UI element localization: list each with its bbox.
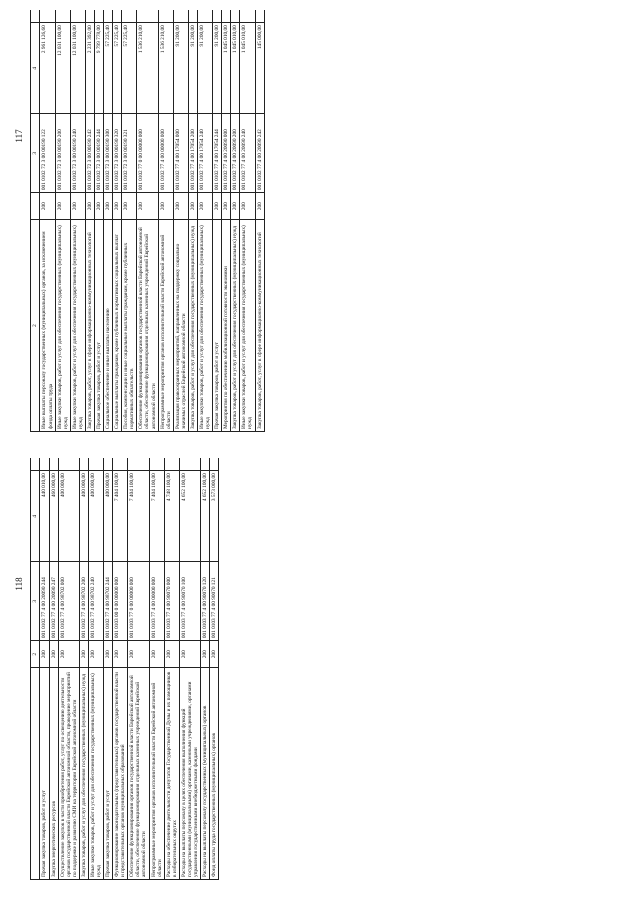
row-executed-cell: [137, 10, 158, 23]
row-approved-cell: 1 536 210,00: [158, 23, 173, 114]
table-row: [58, 458, 79, 880]
row-code-cell: 200: [104, 641, 113, 668]
row-approved-cell: 57 225,40: [113, 23, 122, 114]
row-name-cell: Обеспечение функционирования органов государственной власти Еврейской автономной области, обеспечение функционирования отдельных казенных учреждений Еврейской автономной области: [128, 668, 149, 880]
row-classification-code-cell: 001 0102 72 3 00 00190 300: [104, 114, 113, 193]
table-row: [104, 458, 113, 880]
row-classification-code-cell: 001 0102 77 0 00 00000 000: [137, 114, 158, 193]
row-code-cell: 200: [173, 193, 188, 220]
row-classification-code-cell: 001 0102 77 4 00 20090 247: [49, 562, 58, 641]
page-118-rotated: [8, 458, 444, 894]
column-header: 3: [31, 562, 40, 641]
row-classification-code-cell: 001 0102 77 4 00 98702 244: [104, 562, 113, 641]
row-classification-code-cell: 001 0103 77 4 00 90070 121: [210, 562, 219, 641]
row-name-cell: Иные закупки товаров, работ и услуг для обеспечения государственных (муниципальных) нужд: [55, 220, 70, 432]
row-name-cell: Непрограммные мероприятия органов исполнительной власти Еврейской автономной области: [158, 220, 173, 432]
row-executed-cell: [201, 458, 210, 471]
row-classification-code-cell: 001 0102 77 4 00 20090 242: [255, 114, 264, 193]
row-code-cell: 200: [79, 641, 88, 668]
row-approved-cell: 91 200,00: [173, 23, 188, 114]
document-page-117: [8, 10, 628, 446]
row-code-cell: 200: [213, 193, 222, 220]
row-approved-cell: 12 031 100,00: [70, 23, 85, 114]
row-classification-code-cell: 001 0102 77 4 00 20090 000: [222, 114, 231, 193]
row-name-cell: Непрограммные мероприятия органов исполнительной власти Еврейской автономной области: [149, 668, 164, 880]
row-approved-cell: 91 200,00: [213, 23, 222, 114]
table-row: [79, 458, 88, 880]
row-approved-cell: 12 031 100,00: [55, 23, 70, 114]
table-row: [255, 10, 264, 432]
row-name-cell: Закупка товаров, работ и услуг для обеспечения государственных (муниципальных) нужд: [188, 220, 197, 432]
row-code-cell: 200: [104, 193, 113, 220]
row-classification-code-cell: 001 0102 77 4 00 20090 200: [231, 114, 240, 193]
row-name-cell: Иные закупки товаров, работ и услуг для обеспечения государственных (муниципальных) нужд: [88, 668, 103, 880]
row-approved-cell: 4 748 100,00: [164, 471, 179, 562]
row-executed-cell: [79, 458, 88, 471]
row-classification-code-cell: 001 0102 72 3 00 00190 200: [55, 114, 70, 193]
row-classification-code-cell: 001 0103 77 4 00 90070 120: [201, 562, 210, 641]
row-name-cell: Прочая закупка товаров, работ и услуг: [213, 220, 222, 432]
row-executed-cell: [113, 10, 122, 23]
row-name-cell: Закупка товаров, работ, услуг в сфере информационно-коммуникационных технологий: [85, 220, 94, 432]
row-code-cell: 200: [210, 641, 219, 668]
table-row: [201, 458, 210, 880]
row-name-cell: Расходы на выплаты персоналу государственных (муниципальных) органов: [201, 668, 210, 880]
row-classification-code-cell: 001 0102 72 3 00 00190 242: [85, 114, 94, 193]
row-executed-cell: [40, 10, 55, 23]
row-code-cell: 200: [222, 193, 231, 220]
row-executed-cell: [164, 458, 179, 471]
row-name-cell: Функционирование законодательных (представительных) органов государственной власти и представительных органов муниципальных образований: [113, 668, 128, 880]
row-executed-cell: [94, 10, 103, 23]
row-code-cell: 200: [113, 641, 128, 668]
table-row: [40, 458, 49, 880]
table-row: [231, 10, 240, 432]
table-row: [197, 10, 212, 432]
row-code-cell: 200: [197, 193, 212, 220]
row-classification-code-cell: 001 0103 00 0 00 00000 000: [113, 562, 128, 641]
table-row: [40, 10, 55, 432]
row-executed-cell: [85, 10, 94, 23]
row-approved-cell: 1 045 010,00: [231, 23, 240, 114]
row-classification-code-cell: 001 0102 72 3 00 00190 320: [113, 114, 122, 193]
row-approved-cell: 9 799 778,00: [94, 23, 103, 114]
row-classification-code-cell: 001 0102 72 3 00 00190 321: [122, 114, 137, 193]
row-classification-code-cell: 001 0103 77 4 00 00000 000: [149, 562, 164, 641]
row-executed-cell: [49, 458, 58, 471]
page-117-rotated: [8, 10, 444, 446]
row-classification-code-cell: 001 0102 77 4 00 17054 240: [197, 114, 212, 193]
row-name-cell: Обеспечение функционирования органов государственной власти Еврейской автономной области, обеспечение функционирования отдельных казенных учреждений Еврейской автономной области: [137, 220, 158, 432]
row-name-cell: Социальное обеспечение и иные выплаты населению: [104, 220, 113, 432]
table-row: [70, 10, 85, 432]
row-approved-cell: 2 231 392,00: [85, 23, 94, 114]
table-row: [210, 458, 219, 880]
table-row: [128, 458, 149, 880]
row-name-cell: Прочая закупка товаров, работ и услуг: [104, 668, 113, 880]
row-approved-cell: 460 000,00: [49, 471, 58, 562]
page-number: 117: [14, 129, 24, 143]
row-executed-cell: [122, 10, 137, 23]
row-code-cell: 200: [128, 641, 149, 668]
row-classification-code-cell: 001 0103 77 4 00 90070 100: [179, 562, 200, 641]
row-executed-cell: [128, 458, 149, 471]
column-header: [31, 193, 40, 220]
column-header: [31, 668, 40, 880]
row-approved-cell: 400 000,00: [88, 471, 103, 562]
budget-table-117: [30, 10, 265, 432]
row-approved-cell: 1 536 210,00: [137, 23, 158, 114]
row-classification-code-cell: 001 0102 77 4 00 98702 240: [88, 562, 103, 641]
row-approved-cell: 440 010,00: [40, 471, 49, 562]
row-name-cell: Иные закупки товаров, работ и услуг для обеспечения государственных (муниципальных) нужд: [197, 220, 212, 432]
row-code-cell: 200: [85, 193, 94, 220]
row-name-cell: Реализация правоохранных мероприятий, направленных на поддержку социально значимых отраслей Еврейской автономной области: [173, 220, 188, 432]
table-row: [88, 458, 103, 880]
row-classification-code-cell: 001 0102 72 3 00 00190 244: [94, 114, 103, 193]
row-classification-code-cell: 001 0102 72 3 00 00190 122: [40, 114, 55, 193]
table-row: [173, 10, 188, 432]
row-name-cell: Закупка товаров, работ и услуг для обеспечения государственных (муниципальных) нужд: [231, 220, 240, 432]
table-header-row: [31, 458, 40, 880]
row-name-cell: Прочая закупка товаров, работ и услуг: [40, 668, 49, 880]
row-classification-code-cell: 001 0102 77 4 00 20090 244: [40, 562, 49, 641]
row-name-cell: Пособия, компенсации и иные социальные выплаты гражданам, кроме публичных нормативных обязательств: [122, 220, 137, 432]
row-approved-cell: 400 000,00: [58, 471, 79, 562]
table-body: [40, 458, 219, 880]
column-header: 2: [31, 641, 40, 668]
row-executed-cell: [173, 10, 188, 23]
row-approved-cell: 7 404 100,00: [113, 471, 128, 562]
row-name-cell: Иные закупки товаров, работ и услуг для обеспечения государственных (муниципальных) нужд: [70, 220, 85, 432]
row-classification-code-cell: 001 0102 77 4 00 17054 000: [173, 114, 188, 193]
table-row: [49, 458, 58, 880]
row-code-cell: 200: [55, 193, 70, 220]
table-row: [188, 10, 197, 432]
row-approved-cell: 7 404 100,00: [149, 471, 164, 562]
row-approved-cell: 4 652 100,00: [179, 471, 200, 562]
table-row: [94, 10, 103, 432]
page-number: 118: [14, 577, 24, 591]
row-code-cell: 200: [137, 193, 158, 220]
column-header: [31, 10, 40, 23]
row-name-cell: Расходы на выплаты персоналу в целях обеспечения выполнения функций государственными (муниципальными) органами, казенными учреждениями, органами управления государственными внебюджетными фондами: [179, 668, 200, 880]
table-row: [158, 10, 173, 432]
table-row: [149, 458, 164, 880]
row-classification-code-cell: 001 0102 77 4 00 17054 244: [213, 114, 222, 193]
row-executed-cell: [104, 458, 113, 471]
column-header: 4: [31, 23, 40, 114]
row-executed-cell: [149, 458, 164, 471]
row-code-cell: 200: [149, 641, 164, 668]
row-executed-cell: [158, 10, 173, 23]
row-approved-cell: 7 404 100,00: [128, 471, 149, 562]
row-code-cell: 200: [188, 193, 197, 220]
row-executed-cell: [255, 10, 264, 23]
row-executed-cell: [113, 458, 128, 471]
table-row: [104, 10, 113, 432]
row-approved-cell: 1 045 010,00: [240, 23, 255, 114]
row-approved-cell: 2 961 126,60: [40, 23, 55, 114]
row-code-cell: 200: [88, 641, 103, 668]
row-code-cell: 200: [231, 193, 240, 220]
column-header: 3: [31, 114, 40, 193]
row-code-cell: 200: [122, 193, 137, 220]
row-name-cell: Закупка товаров, работ, услуг в сфере информационно-коммуникационных технологий: [255, 220, 264, 432]
row-executed-cell: [179, 458, 200, 471]
row-executed-cell: [88, 458, 103, 471]
row-name-cell: Социальные выплаты гражданам, кроме публичных нормативных социальных выплат: [113, 220, 122, 432]
row-executed-cell: [240, 10, 255, 23]
row-code-cell: 200: [164, 641, 179, 668]
table-row: [113, 10, 122, 432]
row-approved-cell: 4 652 100,00: [201, 471, 210, 562]
row-code-cell: 200: [40, 641, 49, 668]
row-code-cell: 200: [94, 193, 103, 220]
column-header: 4: [31, 471, 40, 562]
row-executed-cell: [188, 10, 197, 23]
row-approved-cell: 3 573 000,00: [210, 471, 219, 562]
row-approved-cell: 145 000,00: [255, 23, 264, 114]
row-classification-code-cell: 001 0103 77 4 00 90070 000: [164, 562, 179, 641]
row-approved-cell: 57 225,40: [104, 23, 113, 114]
table-header-row: [31, 10, 40, 432]
row-executed-cell: [197, 10, 212, 23]
column-header: [31, 458, 40, 471]
row-code-cell: 200: [240, 193, 255, 220]
row-classification-code-cell: 001 0102 72 3 00 00190 240: [70, 114, 85, 193]
row-name-cell: Мероприятия по обеспечению мобилизационной готовности экономики: [222, 220, 231, 432]
row-executed-cell: [213, 10, 222, 23]
row-code-cell: 200: [113, 193, 122, 220]
row-code-cell: 200: [201, 641, 210, 668]
row-classification-code-cell: 001 0102 77 4 00 98702 200: [79, 562, 88, 641]
row-executed-cell: [231, 10, 240, 23]
row-executed-cell: [58, 458, 79, 471]
table-body: [40, 10, 264, 432]
row-code-cell: 200: [179, 641, 200, 668]
row-classification-code-cell: 001 0102 77 4 00 98702 000: [58, 562, 79, 641]
row-code-cell: 200: [70, 193, 85, 220]
row-approved-cell: 91 200,00: [188, 23, 197, 114]
row-code-cell: 200: [49, 641, 58, 668]
budget-table-118: [30, 458, 219, 880]
table-row: [164, 458, 179, 880]
row-classification-code-cell: 001 0102 77 4 00 17054 200: [188, 114, 197, 193]
row-classification-code-cell: 001 0102 77 4 00 00000 000: [158, 114, 173, 193]
row-code-cell: 200: [255, 193, 264, 220]
row-approved-cell: 91 200,00: [197, 23, 212, 114]
table-row: [213, 10, 222, 432]
row-classification-code-cell: 001 0103 77 0 00 00000 000: [128, 562, 149, 641]
table-row: [240, 10, 255, 432]
row-code-cell: 200: [40, 193, 55, 220]
row-name-cell: Иные выплаты персоналу государственных (муниципальных) органов, за исключением фонда оплаты труда: [40, 220, 55, 432]
row-approved-cell: 400 000,00: [79, 471, 88, 562]
row-name-cell: Иные закупки товаров, работ и услуг для обеспечения государственных (муниципальных) нужд: [240, 220, 255, 432]
row-executed-cell: [40, 458, 49, 471]
row-classification-code-cell: 001 0102 77 4 00 20090 240: [240, 114, 255, 193]
table-row: [179, 458, 200, 880]
document-page-118: [8, 458, 628, 894]
row-executed-cell: [55, 10, 70, 23]
table-row: [55, 10, 70, 432]
row-name-cell: Закупка энергетических ресурсов: [49, 668, 58, 880]
table-row: [113, 458, 128, 880]
row-name-cell: Осуществление закупок в части приобретения работ, услуг по освещению деятельности органов государственной власти Еврейской автономной области, проведение мероприятий по поддержке и развитию СМИ на территории Еврейской автономной области: [58, 668, 79, 880]
row-executed-cell: [210, 458, 219, 471]
row-executed-cell: [104, 10, 113, 23]
row-code-cell: 200: [58, 641, 79, 668]
row-executed-cell: [70, 10, 85, 23]
row-name-cell: Фонд оплаты труда государственных (муниципальных) органов: [210, 668, 219, 880]
row-approved-cell: 1 045 010,00: [222, 23, 231, 114]
row-name-cell: Закупка товаров, работ и услуг для обеспечения государственных (муниципальных) нужд: [79, 668, 88, 880]
row-name-cell: Расходы на обеспечение деятельности депутатов Государственной Думы и их помощников в избирательных округах: [164, 668, 179, 880]
row-approved-cell: 57 225,40: [122, 23, 137, 114]
row-approved-cell: 400 000,00: [104, 471, 113, 562]
row-name-cell: Прочая закупка товаров, работ и услуг: [94, 220, 103, 432]
row-executed-cell: [222, 10, 231, 23]
table-row: [122, 10, 137, 432]
table-row: [222, 10, 231, 432]
table-row: [137, 10, 158, 432]
table-row: [85, 10, 94, 432]
row-code-cell: 200: [158, 193, 173, 220]
column-header: 2: [31, 220, 40, 432]
